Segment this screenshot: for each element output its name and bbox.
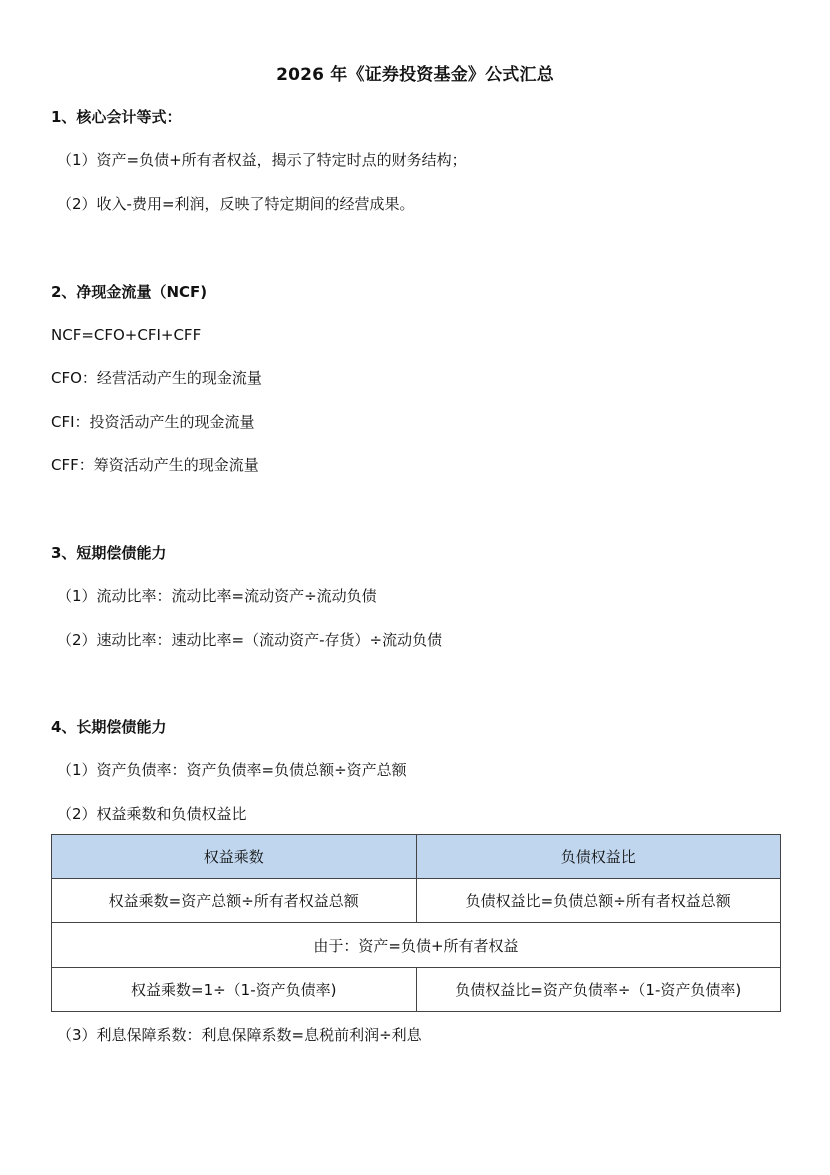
table-row [52,879,781,923]
table-header-equity-multiplier: 权益乘数 [52,835,417,879]
section-3-heading: 3、短期偿债能力 [51,544,167,562]
table-cell: 负债权益比=负债总额÷所有者权益总额 [416,879,781,923]
table-row [52,923,781,968]
table-cell: 权益乘数=资产总额÷所有者权益总额 [52,879,417,923]
section-1-heading: 1、核心会计等式： [51,108,182,126]
section-1-item-2: （2）收入-费用=利润，反映了特定期间的经营成果。 [57,195,415,213]
table-cell: 权益乘数=1÷（1-资产负债率) [52,968,417,1012]
document-title: 2026 年《证券投资基金》公式汇总 [276,65,554,85]
section-4-heading: 4、长期偿债能力 [51,718,167,736]
section-2-item-1: NCF=CFO+CFI+CFF [51,326,202,344]
ratio-table [51,834,781,1012]
section-2-heading: 2、净现金流量（NCF) [51,283,208,301]
table-merged-cell: 由于：资产=负债+所有者权益 [52,923,781,968]
section-2-item-3: CFI：投资活动产生的现金流量 [51,413,255,431]
section-4-item-3: （3）利息保障系数：利息保障系数=息税前利润÷利息 [57,1026,422,1044]
table-cell: 负债权益比=资产负债率÷（1-资产负债率) [416,968,781,1012]
section-4-item-2: （2）权益乘数和负债权益比 [57,805,247,823]
section-1-item-1: （1）资产=负债+所有者权益，揭示了特定时点的财务结构； [57,151,467,169]
section-2-item-2: CFO：经营活动产生的现金流量 [51,369,262,387]
table-header-debt-equity-ratio: 负债权益比 [416,835,781,879]
table-row [52,968,781,1012]
section-4-item-1: （1）资产负债率：资产负债率=负债总额÷资产总额 [57,761,407,779]
section-3-item-2: （2）速动比率：速动比率=（流动资产-存货）÷流动负债 [57,631,443,649]
section-2-item-4: CFF：筹资活动产生的现金流量 [51,456,259,474]
section-3-item-1: （1）流动比率：流动比率=流动资产÷流动负债 [57,587,377,605]
table-header-row [52,835,781,879]
